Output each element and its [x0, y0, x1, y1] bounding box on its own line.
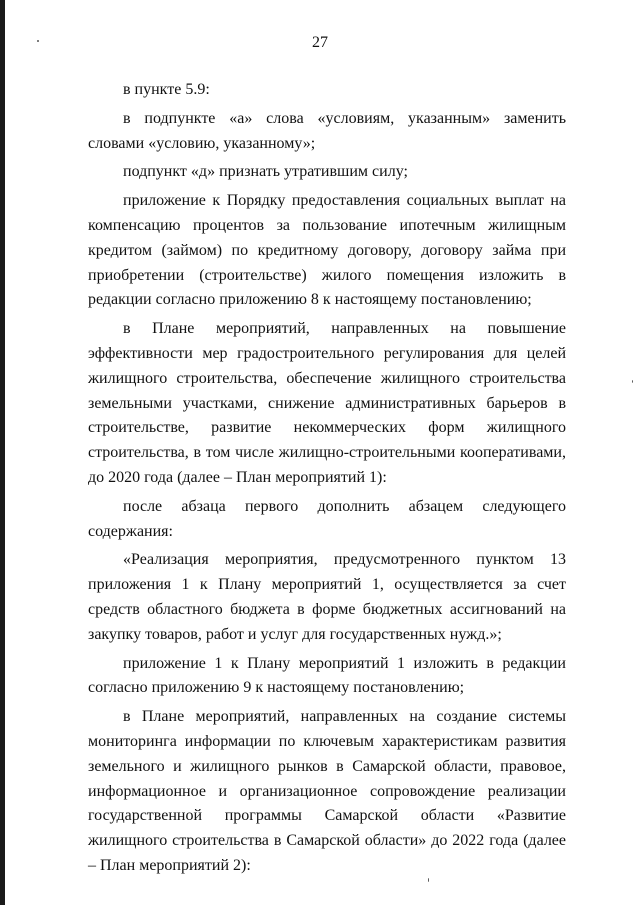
page-number: 27 — [312, 34, 328, 51]
paragraph: в Плане мероприятий, направленных на создание системы мониторинга информации по ключевым характеристикам развития земельного и жилищного рынков в Самарской области, правовое, информационное и организационное сопровождение реализации государственной программы Самарской области «Развитие жилищного строительства в Самарской области» до 2022 года (далее – План мероприятий 2): — [88, 708, 566, 874]
paragraph: приложение 1 к Плану мероприятий 1 изложить в редакции согласно приложению 9 к настоящему постановлению; — [88, 654, 566, 697]
paragraph: приложение к Порядку предоставления социальных выплат на компенсацию процентов за пользование ипотечным жилищным кредитом (займом) по кредитному договору, договору займа при приобретении (строительстве) жилого помещения изложить в редакции согласно приложению 8 к настоящему постановлению; — [88, 192, 566, 309]
paragraph: в пункте 5.9: — [123, 81, 210, 98]
paragraph: «Реализация мероприятия, предусмотренного пунктом 13 приложения 1 к Плану мероприятий 1, осуществляется за счет средств областного бюджета в форме бюджетных ассигнований на закупку товаров, работ и услуг для государственных нужд.»; — [88, 551, 566, 643]
scan-edge — [0, 0, 5, 905]
paragraph: в подпункте «а» слова «условиям, указанным» заменить словами «условию, указанному»; — [88, 109, 566, 152]
paragraph: в Плане мероприятий, направленных на повышение эффективности мер градостроительного регулирования для целей жилищного строительства, обеспечение жилищного строительства земельными участками, снижение административных барьеров в строительстве, развитие некоммерческих форм жилищного строительства, в том числе жилищно-строительными кооперативами, до 2020 года (далее – План мероприятий 1): — [88, 320, 566, 486]
paragraph: подпункт «д» признать утратившим силу; — [123, 163, 408, 181]
scan-speck — [632, 380, 633, 383]
document-body — [88, 78, 566, 879]
paragraph: после абзаца первого дополнить абзацем следующего содержания: — [88, 497, 566, 540]
